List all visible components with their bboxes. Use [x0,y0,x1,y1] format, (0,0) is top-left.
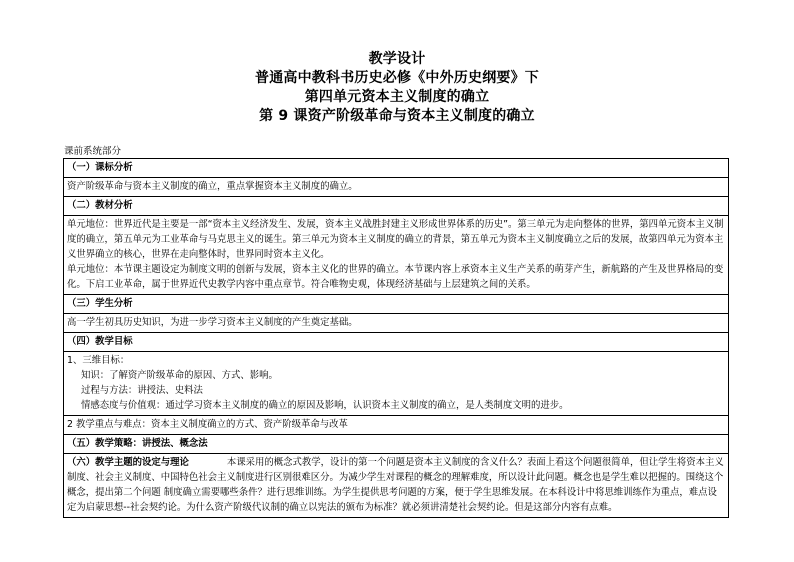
emotion-value-goal: 情感态度与价值观：通过学习资本主义制度的确立的原因及影响，认识资本主义制度的确立，是人类制度文明的进步。 [81,400,569,411]
lesson-position-paragraph: 单元地位：本节课主题设定为制度文明的创新与发展，资本主义化的世界的确立。本节课内容上承资本主义生产关系的萌芽产生，新航路的产生及世界格局的变化。下启工业革命，属于世界近代史教学内容中重点章节。符合唯物史观，体现经济基础与上层建筑之间的关系。 [67,264,724,290]
table-row [64,314,729,333]
table-row [64,178,729,197]
lesson-plan-table [63,158,729,518]
table-row [64,454,729,518]
curriculum-analysis-body: 资产阶级革命与资本主义制度的确立，重点掌握资本主义制度的确立。 [64,178,729,197]
process-method-goal: 过程与方法：讲授法、史料法 [81,385,203,396]
table-row [64,435,729,454]
student-analysis-body: 高一学生初具历史知识，为进一步学习资本主义制度的产生奠定基础。 [64,314,729,333]
teaching-theme-heading: （六）教学主题的设定与理论 [67,457,189,468]
doc-title: 教学设计 [368,51,426,67]
table-row [64,352,729,416]
table-row [64,197,729,216]
three-dimension-goals-title: 1、三维目标： [67,355,130,366]
table-row [64,416,729,435]
unit-title: 第四单元资本主义制度的确立 [304,89,490,105]
title-block [0,50,794,126]
teaching-strategy-heading: （五）教学策略：讲授法、概念法 [64,435,729,454]
section-label: 课前系统部分 [64,146,122,157]
table-row [64,159,729,178]
teaching-goals-heading: （四）教学目标 [64,333,729,352]
teaching-theme-body [64,454,729,518]
lesson-title: 第 9 课资产阶级革命与资本主义制度的确立 [259,108,535,124]
table-row [64,333,729,352]
teaching-goals-body [64,352,729,416]
table-row [64,216,729,295]
knowledge-goal: 知识：了解资产阶级革命的原因、方式、影响。 [81,370,278,381]
curriculum-analysis-heading: （一）课标分析 [64,159,729,178]
table-row [64,295,729,314]
textbook-analysis-body [64,216,729,295]
teaching-theme-text: 本课采用的概念式教学，设计的第一个问题是资本主义制度的含义什么？表面上看这个问题很简单，但让学生将资本主义制度、社会主义制度、中国特色社会主义制度进行区别很难区分。为减少学生对课程的概念的理解难度，所以设计此问题。概念也是学生难以把握的。围绕这个概念，提出第二个问题 制度确立需要哪些条件？进行思维训练。为学生提供思考问题的方案，便于学生思维发展。在本科设计中将思维训练作为重点，难点设定为启蒙思想--社会契约论。为什么资产阶级代议制的确立以宪法的颁布为标准？就必须讲清楚社会契约论。但是这部分内容有点难。 [67,457,724,513]
textbook-title: 普通高中教科书历史必修《中外历史纲要》下 [255,70,539,86]
textbook-analysis-heading: （二）教材分析 [64,197,729,216]
student-analysis-heading: （三）学生分析 [64,295,729,314]
key-difficult-points: 2 教学重点与难点：资本主义制度确立的方式、资产阶级革命与改革 [64,416,729,435]
unit-position-paragraph: 单元地位：世界近代是主要是一部“资本主义经济发生、发展，资本主义战胜封建主义形成世界体系的历史”。第三单元为走向整体的世界，第四单元资本主义制度的确立，第五单元为工业革命与马克思主义的诞生。第三单元为资本主义制度的确立的背景，第五单元为资本主义制度确立之后的发展，故第四单元为资本主义世界确立的核心，世界在走向整体时，世界同时资本主义化。 [67,219,724,260]
